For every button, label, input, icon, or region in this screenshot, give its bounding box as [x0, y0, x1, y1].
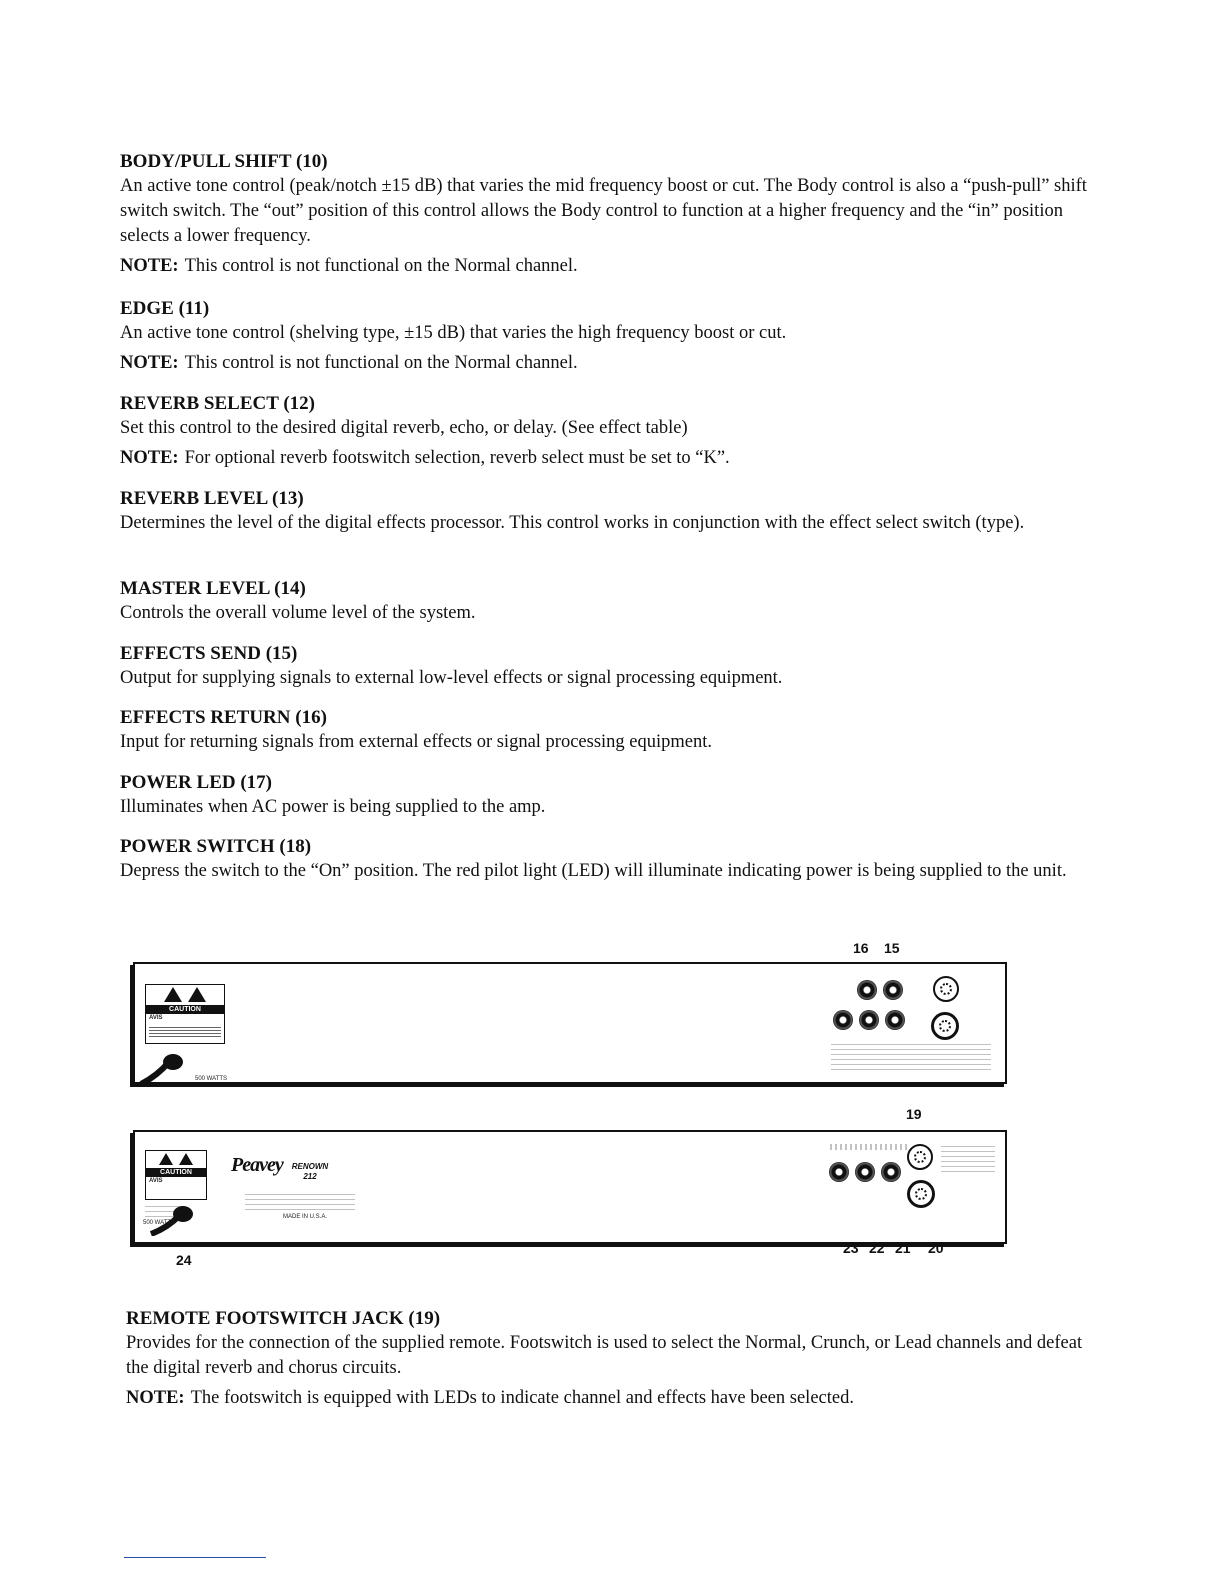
preamp-out-2-jack[interactable] — [885, 1010, 905, 1030]
section-note — [120, 446, 1090, 471]
section-heading: REVERB LEVEL (13) — [120, 488, 304, 509]
section-note — [120, 351, 1090, 376]
callout-22: 22 — [869, 1240, 885, 1256]
note-label: NOTE: — [120, 448, 179, 468]
callout-19: 19 — [906, 1106, 922, 1122]
panel-fine-print — [245, 1190, 355, 1210]
warning-triangle-icon — [179, 1153, 193, 1165]
wattage-text: 500 WATTS — [195, 1076, 228, 1082]
note-text: For optional reverb footswitch selection, reverb select must be set to “K”. — [184, 448, 730, 468]
section-master-level — [120, 577, 1090, 626]
caution-label — [145, 984, 225, 1044]
note-text: The footswitch is equipped with LEDs to indicate channel and effects have been selected. — [190, 1388, 854, 1408]
panel-fine-print — [831, 1040, 991, 1070]
warning-triangle-icon — [159, 1153, 173, 1165]
power-cord-icon — [149, 1202, 195, 1236]
caution-text: CAUTION — [146, 1005, 224, 1014]
reverb-remote-jack[interactable] — [907, 1180, 935, 1208]
section-remote-footswitch-jack — [126, 1307, 1096, 1411]
preamp-out-2-jack[interactable] — [881, 1162, 901, 1182]
section-body-pull-shift — [120, 150, 1090, 279]
avis-text: AVIS — [149, 1015, 163, 1021]
section-text: Set this control to the desired digital reverb, echo, or delay. (See effect table) — [120, 418, 688, 438]
effects-send-jack[interactable] — [883, 980, 903, 1000]
section-text: Controls the overall volume level of the system. — [120, 603, 476, 623]
section-heading: POWER SWITCH (18) — [120, 836, 312, 857]
callout-23: 23 — [843, 1240, 859, 1256]
section-effects-send — [120, 642, 1090, 691]
section-heading: EFFECTS SEND (15) — [120, 643, 298, 664]
callout-15: 15 — [884, 940, 900, 956]
section-heading: EFFECTS RETURN (16) — [120, 707, 327, 728]
section-heading: EDGE (11) — [120, 298, 210, 319]
preamp-out-1-jack[interactable] — [859, 1010, 879, 1030]
section-text: Depress the switch to the “On” position. The red pilot light (LED) will illuminate indicating power is being supplied to the unit. — [120, 861, 1067, 881]
warning-triangle-icon — [188, 987, 206, 1002]
rear-panel-top — [133, 962, 1007, 1084]
section-note — [126, 1386, 1096, 1411]
section-reverb-select — [120, 392, 1090, 471]
note-text: This control is not functional on the Normal channel. — [184, 353, 578, 373]
section-heading: REMOTE FOOTSWITCH JACK (19) — [126, 1308, 441, 1329]
callout-21: 21 — [895, 1240, 911, 1256]
warning-triangle-icon — [164, 987, 182, 1002]
preamp-out-1-jack[interactable] — [855, 1162, 875, 1182]
section-text: Input for returning signals from external effects or signal processing equipment. — [120, 732, 713, 752]
power-amp-in-jack[interactable] — [829, 1162, 849, 1182]
section-effects-return — [120, 706, 1090, 755]
note-label: NOTE: — [120, 256, 179, 276]
power-amp-in-jack[interactable] — [833, 1010, 853, 1030]
panel-fine-print — [941, 1142, 995, 1172]
section-text: Provides for the connection of the supplied remote. Footswitch is used to select the Normal, Crunch, or Lead channels and defeat the digital reverb and chorus circuits. — [126, 1333, 1083, 1378]
caution-label — [145, 1150, 207, 1200]
section-power-switch — [120, 835, 1090, 884]
panel-fine-print — [827, 1144, 907, 1150]
model-number: 212 — [303, 1172, 317, 1181]
section-heading: POWER LED (17) — [120, 772, 272, 793]
section-reverb-level — [120, 487, 1090, 536]
section-text: Illuminates when AC power is being supplied to the amp. — [120, 797, 546, 817]
section-note — [120, 254, 1090, 279]
section-heading: REVERB SELECT (12) — [120, 393, 315, 414]
wattage-text: 500 WATTS — [143, 1220, 176, 1226]
section-text: An active tone control (peak/notch ±15 dB) that varies the mid frequency boost or cut. The Body control is also a “push-pull” shift switch switch. The “out” position of this control allows the Body control to function at a higher frequency and the “in” position selects a lower frequency. — [120, 176, 1087, 246]
section-power-led — [120, 771, 1090, 820]
section-heading: MASTER LEVEL (14) — [120, 578, 306, 599]
remote-switch-jack[interactable] — [933, 976, 959, 1002]
rear-panel-bottom — [133, 1130, 1007, 1244]
footer-rule — [124, 1557, 266, 1558]
power-cord-icon — [139, 1052, 185, 1086]
remote-switch-jack[interactable] — [907, 1144, 933, 1170]
section-heading: BODY/PULL SHIFT (10) — [120, 151, 328, 172]
avis-text: AVIS — [149, 1178, 163, 1184]
note-label: NOTE: — [120, 353, 179, 373]
note-text: This control is not functional on the Normal channel. — [184, 256, 578, 276]
section-text: An active tone control (shelving type, ±15 dB) that varies the high frequency boost or cut. — [120, 323, 787, 343]
callout-24: 24 — [176, 1252, 192, 1268]
section-text: Output for supplying signals to external low-level effects or signal processing equipment. — [120, 668, 783, 688]
caution-text: CAUTION — [146, 1168, 206, 1177]
effects-return-jack[interactable] — [857, 980, 877, 1000]
callout-20: 20 — [928, 1240, 944, 1256]
reverb-remote-jack[interactable] — [931, 1012, 959, 1040]
section-edge — [120, 297, 1090, 376]
note-label: NOTE: — [126, 1388, 185, 1408]
callout-16: 16 — [853, 940, 869, 956]
section-text: Determines the level of the digital effects processor. This control works in conjunction with the effect select switch (type). — [120, 513, 1025, 533]
model-badge — [285, 1162, 335, 1182]
model-name: RENOWN — [291, 1162, 329, 1171]
brand-logo: Peavey — [231, 1154, 283, 1176]
made-in-usa-text: MADE IN U.S.A. — [283, 1214, 328, 1220]
